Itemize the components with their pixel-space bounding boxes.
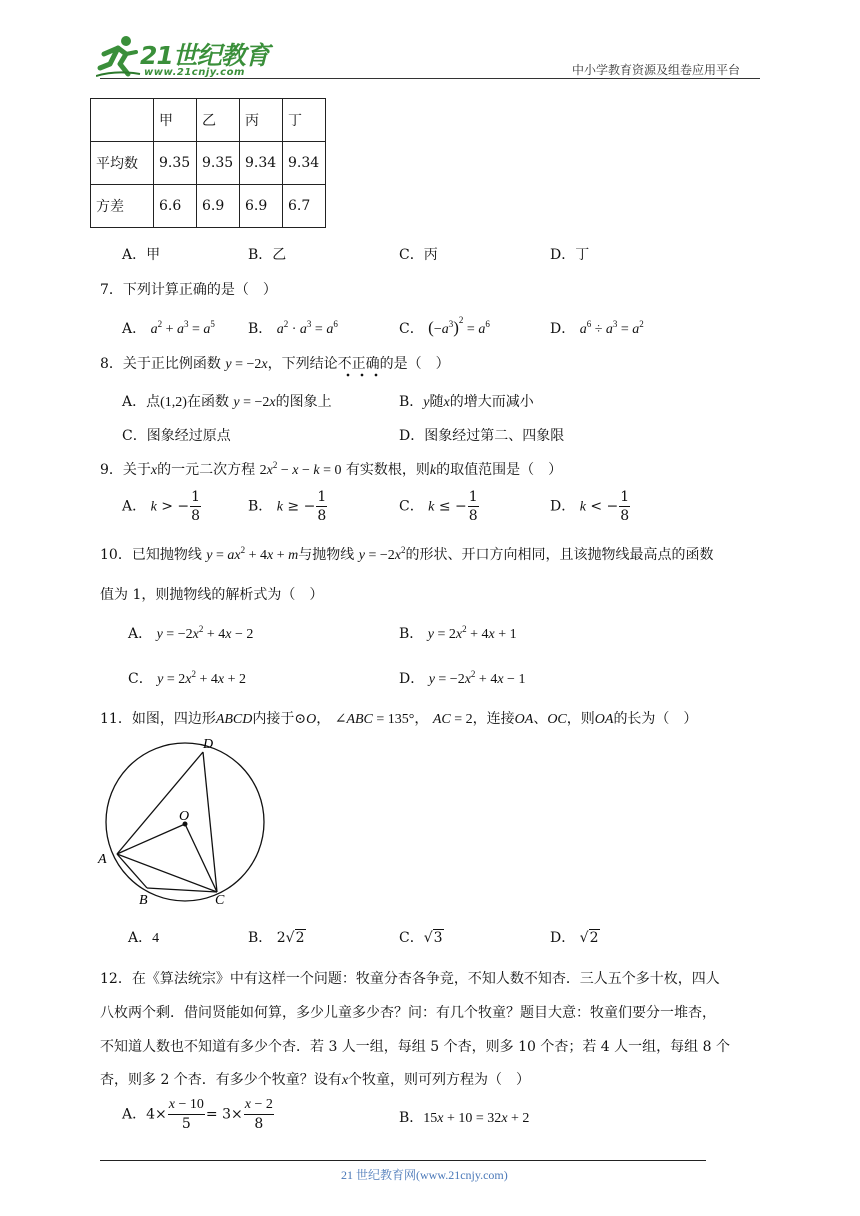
math-expression: $a^2 + a^3 = a^5$ [150, 319, 215, 337]
option-b [248, 318, 338, 338]
option-c: C．√3 [399, 930, 443, 946]
table-cell: 9.34 [240, 142, 283, 185]
table-cell: 9.35 [154, 142, 197, 185]
q12-line-4: 杏，则多 2 个杏．有多少个牧童？设有x个牧童，则可列方程为（ ） [100, 1072, 531, 1088]
q12-line-3: 不知道人数也不知道有多少个杏．若 3 人一组，每组 5 个杏，则多 10 个杏；若 4 人一组，每组 8 个 [100, 1039, 730, 1055]
option-c: C．丙 [399, 247, 438, 263]
math-expression: $(-a^3)^2 = a^6$ [428, 315, 490, 337]
option-b: B． k ≥ − $\frac{1}{8}$ [248, 489, 327, 524]
option-c: C． k ≤ − $\frac{1}{8}$ [399, 489, 478, 524]
option-a: A．4× $\frac{x - 10}{5}$ = 3× $\frac{x - 2}{8}$ [122, 1097, 273, 1132]
footer-rule [100, 1160, 706, 1161]
label-a: A [98, 852, 107, 867]
option-d: D． k < − $\frac{1}{8}$ [550, 489, 630, 524]
option-b: B．15x + 10 = 32x + 2 [399, 1110, 530, 1126]
label-b: B [139, 893, 148, 908]
header-rule [100, 78, 760, 79]
q8-stem: 8．关于正比例函数 y = −2x，下列结论不正确的是（ ） [100, 353, 450, 373]
math-expression: $y = ax^2 + 4x + m$ [206, 545, 299, 563]
option-a: A．点(1,2)在函数 y = −2x的图象上 [122, 394, 332, 410]
q9-stem: 9．关于x的一元二次方程 $2x^2 - x - k = 0$ 有实数根，则k的取值范围是（ ） [100, 460, 563, 478]
option-c [399, 315, 490, 338]
table-row [91, 142, 326, 185]
label-d: D [203, 737, 214, 752]
option-d: D． $y = -2x^2 + 4x - 1$ [399, 669, 526, 687]
table-cell: 平均数 [91, 142, 154, 185]
stats-table [90, 98, 326, 228]
table-row [91, 185, 326, 228]
circle-figure [95, 732, 285, 912]
table-cell: 9.34 [283, 142, 326, 185]
table-cell: 乙 [197, 99, 240, 142]
option-d: D．图象经过第二、四象限 [399, 428, 565, 444]
math-expression: $y = -2x^2$ [358, 545, 406, 563]
logo-title: 21世纪教育 [140, 41, 269, 70]
option-b: B．y随x的增大而减小 [399, 394, 534, 410]
q10-stem-line-2: 值为 1，则抛物线的解析式为（ ） [100, 587, 324, 603]
option-a: A． $y = -2x^2 + 4x - 2$ [128, 624, 254, 642]
option-label: A． [122, 321, 147, 337]
table-cell: 9.35 [197, 142, 240, 185]
table-cell: 6.7 [283, 185, 326, 228]
option-a: A．4 [128, 930, 160, 946]
q11-stem: 11．如图，四边形ABCD内接于⊙O， ∠ABC = 135°， AC = 2，连接OA、OC，则OA的长为（ ） [100, 711, 698, 727]
table-cell: 甲 [154, 99, 197, 142]
table-cell [91, 99, 154, 142]
option-b: B．乙 [248, 247, 287, 263]
table-cell: 6.6 [154, 185, 197, 228]
label-o: O [179, 809, 190, 824]
segment-oa [117, 824, 185, 854]
table-cell: 方差 [91, 185, 154, 228]
q7-stem: 7．下列计算正确的是（ ） [100, 282, 277, 298]
footer-text[interactable]: 21 世纪教育网(www.21cnjy.com) [341, 1168, 508, 1182]
emphasized-text: 不正确 [338, 356, 380, 377]
table-cell: 丁 [283, 99, 326, 142]
option-b: B． 2√2 [248, 930, 305, 946]
logo-url: www.21cnjy.com [144, 67, 245, 78]
label-c: C [215, 893, 225, 908]
option-c: C．图象经过原点 [122, 428, 231, 444]
option-label: D． [550, 321, 576, 337]
platform-name: 中小学教育资源及组卷应用平台 [572, 63, 741, 77]
option-d [550, 318, 644, 338]
option-a: A． k > − $\frac{1}{8}$ [122, 489, 201, 524]
option-label: C． [399, 321, 424, 337]
site-logo [96, 34, 269, 82]
math-expression: y = −2x [225, 357, 268, 372]
table-cell: 丙 [240, 99, 283, 142]
math-expression: $2x^2 - x - k = 0$ [259, 460, 342, 478]
q12-line-1: 12．在《算法统宗》中有这样一个问题：牧童分杏各争竞，不知人数不知杏．三人五个多十枚，四人 [100, 971, 720, 987]
q10-stem-line-1: 10．已知抛物线 $y = ax^2 + 4x + m$与抛物线 $y = -2x^2$的形状、开口方向相同，且该抛物线最高点的函数 [100, 545, 714, 563]
option-label: B． [248, 321, 273, 337]
q12-line-2: 八枚两个剩．借问贤能如何算，多少儿童多少杏？问：有几个牧童？题目大意：牧童们要分一堆杏， [100, 1005, 716, 1021]
table-cell: 6.9 [240, 185, 283, 228]
option-a [122, 318, 215, 338]
math-expression: $a^6 \div a^3 = a^2$ [579, 319, 644, 337]
table-cell: 6.9 [197, 185, 240, 228]
segment-dc [203, 752, 217, 892]
option-d: D． √2 [550, 930, 599, 946]
option-d: D．丁 [550, 247, 590, 263]
math-expression: $a^2 \cdot a^3 = a^6$ [276, 319, 338, 337]
option-c: C． $y = 2x^2 + 4x + 2$ [128, 669, 247, 687]
option-b: B． $y = 2x^2 + 4x + 1$ [399, 624, 517, 642]
runner-logo-icon [96, 34, 142, 78]
segment-ad [117, 752, 203, 854]
table-header-row [91, 99, 326, 142]
option-a: A．甲 [122, 247, 161, 263]
math-expression: y = −2x [233, 395, 276, 410]
